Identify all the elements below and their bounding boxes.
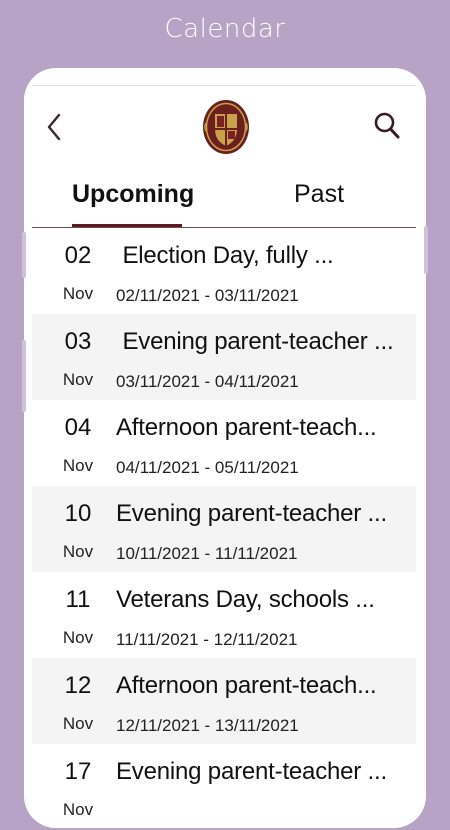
event-day: 04 (64, 414, 92, 441)
event-month: Nov (62, 800, 94, 819)
event-title: Afternoon parent-teach... (116, 414, 377, 441)
event-month: Nov (62, 542, 94, 561)
event-dates: 02/11/2021 - 03/11/2021 (116, 286, 299, 305)
event-title: Afternoon parent-teach... (116, 672, 377, 699)
event-day: 17 (64, 758, 92, 785)
event-title: Veterans Day, schools ... (116, 586, 375, 613)
event-month: Nov (62, 456, 94, 475)
tab-past[interactable]: Past (293, 180, 345, 208)
tab-bar (32, 168, 416, 228)
event-row[interactable] (32, 314, 416, 400)
phone-side-button (424, 226, 428, 274)
event-dates: 03/11/2021 - 04/11/2021 (116, 372, 299, 391)
event-row[interactable] (32, 572, 416, 658)
event-month: Nov (62, 628, 94, 647)
event-row[interactable] (32, 486, 416, 572)
event-title: Evening parent-teacher ... (116, 758, 387, 785)
event-dates: 10/11/2021 - 11/11/2021 (116, 544, 298, 563)
event-row[interactable] (32, 658, 416, 744)
tab-upcoming[interactable]: Upcoming (72, 180, 195, 208)
phone-side-button (22, 232, 26, 278)
event-month: Nov (62, 284, 94, 303)
top-bar (32, 86, 416, 168)
event-title: Evening parent-teacher ... (116, 500, 387, 527)
back-button[interactable] (42, 112, 66, 142)
event-title: Evening parent-teacher ... (116, 328, 394, 355)
events-list (32, 228, 416, 830)
event-day: 02 (64, 242, 92, 269)
event-day: 10 (64, 500, 92, 527)
event-dates: 12/11/2021 - 13/11/2021 (116, 716, 299, 735)
school-crest-logo (202, 99, 250, 155)
event-day: 03 (64, 328, 92, 355)
app-screen (32, 86, 416, 819)
event-row[interactable] (32, 400, 416, 486)
search-icon (373, 111, 401, 141)
event-day: 11 (65, 586, 91, 613)
chevron-left-icon (46, 113, 62, 141)
event-row[interactable] (32, 744, 416, 830)
phone-side-button (22, 340, 26, 412)
event-row[interactable] (32, 228, 416, 314)
event-title: Election Day, fully ... (116, 242, 334, 269)
event-day: 12 (64, 672, 92, 699)
event-month: Nov (62, 714, 94, 733)
event-dates: 04/11/2021 - 05/11/2021 (116, 458, 299, 477)
page-title: Calendar (164, 14, 286, 44)
search-button[interactable] (372, 110, 402, 142)
event-month: Nov (62, 370, 94, 389)
event-dates: 11/11/2021 - 12/11/2021 (116, 630, 298, 649)
